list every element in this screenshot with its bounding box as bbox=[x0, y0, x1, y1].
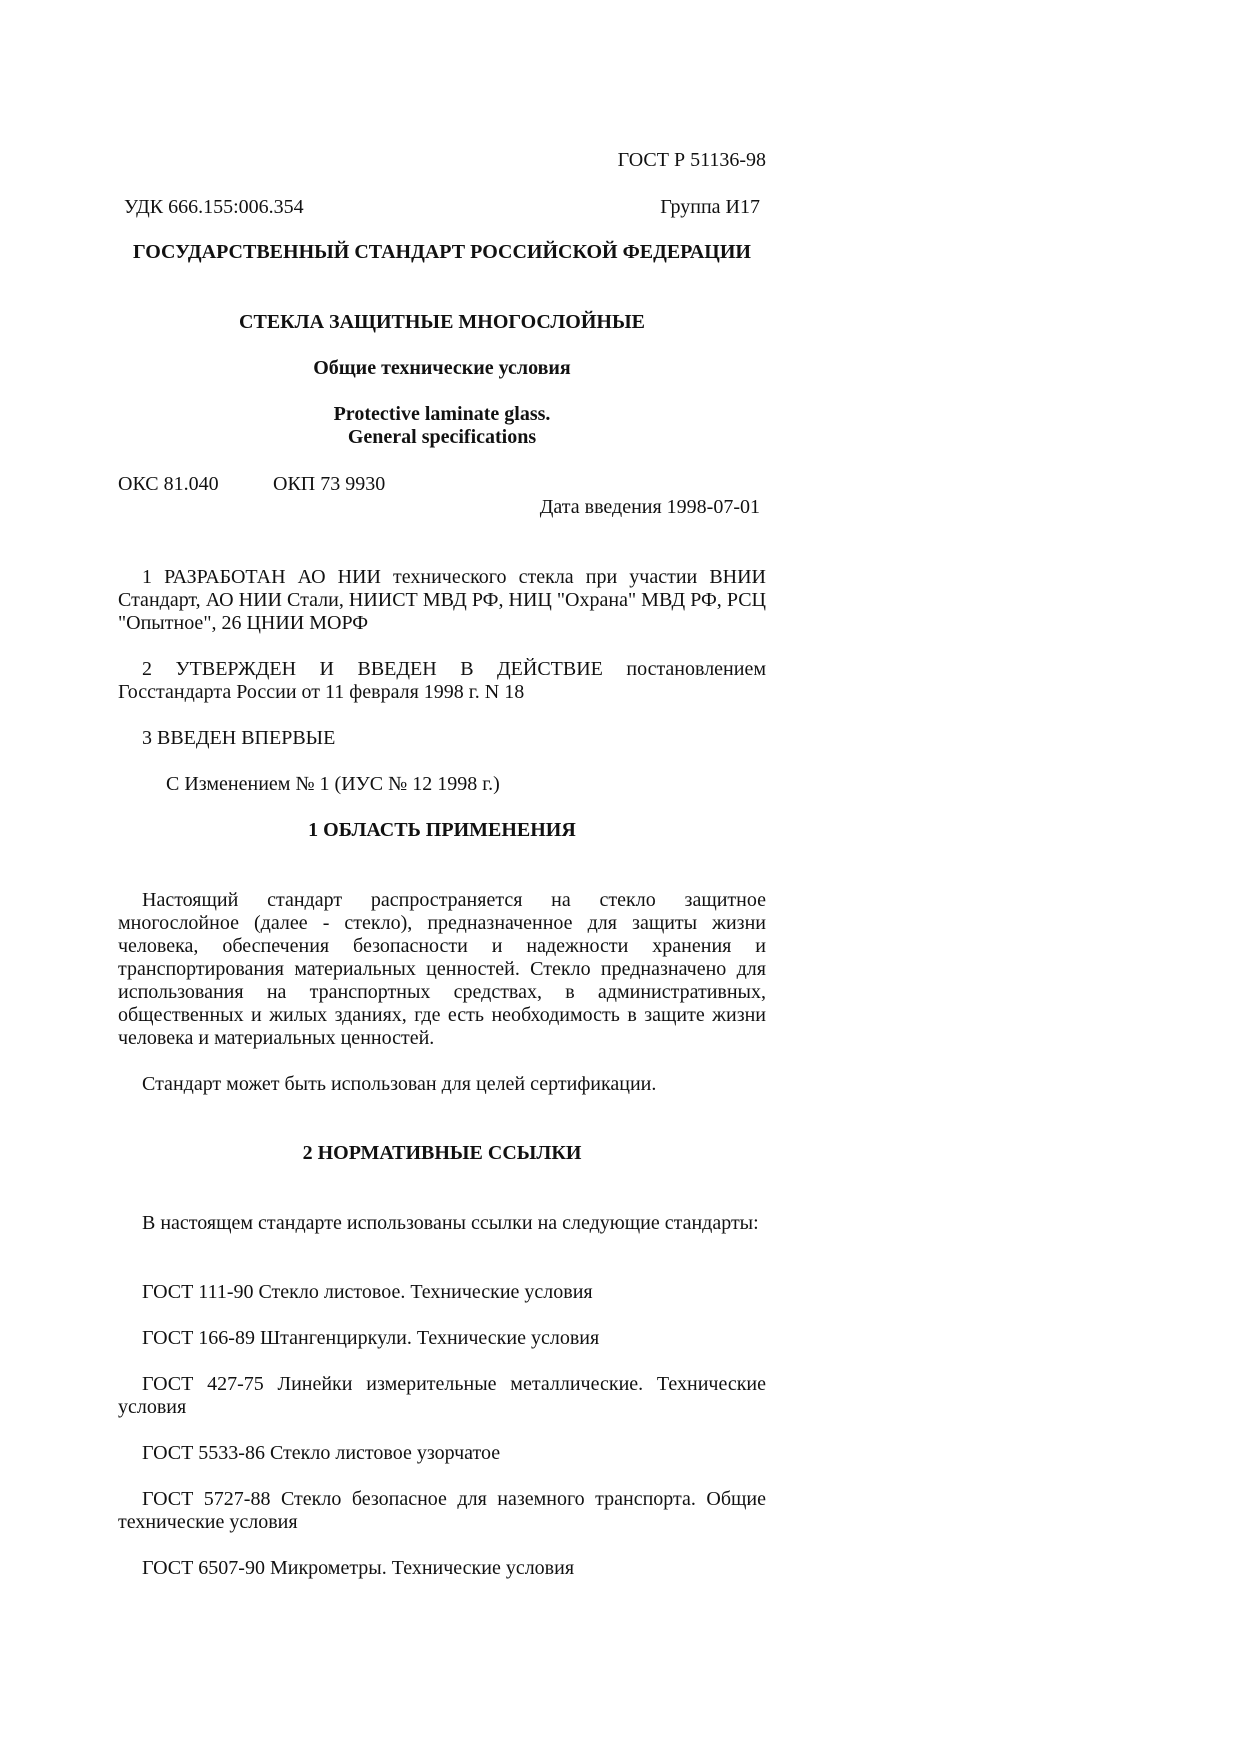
group-code: Группа И17 bbox=[660, 196, 760, 218]
section-1-heading: 1 ОБЛАСТЬ ПРИМЕНЕНИЯ bbox=[308, 819, 576, 841]
english-title-line2: General specifications bbox=[347, 426, 537, 448]
reference-item: ГОСТ 5727-88 Стекло безопасное для наземного транспорта. Общие технические условия bbox=[118, 1488, 766, 1533]
section-2-intro: В настоящем стандарте использованы ссылки на следующие стандарты: bbox=[142, 1212, 759, 1234]
state-standard-title: ГОСУДАРСТВЕННЫЙ СТАНДАРТ РОССИЙСКОЙ ФЕДЕРАЦИИ bbox=[133, 241, 751, 263]
change-note: С Изменением № 1 (ИУС № 12 1998 г.) bbox=[166, 773, 500, 795]
reference-item: ГОСТ 166-89 Штангенциркули. Технические условия bbox=[142, 1327, 600, 1349]
udk-code: УДК 666.155:006.354 bbox=[124, 196, 304, 218]
document-subtitle: Общие технические условия bbox=[313, 357, 571, 379]
preface-paragraph-1: 1 РАЗРАБОТАН АО НИИ технического стекла при участии ВНИИ Стандарт, АО НИИ Стали, НИИСТ МВД РФ, НИЦ "Охрана" МВД РФ, РСЦ "Опытное", 26 ЦНИИ МОРФ bbox=[118, 566, 766, 634]
introduction-date: Дата введения 1998-07-01 bbox=[539, 496, 760, 518]
reference-item: ГОСТ 111-90 Стекло листовое. Технические условия bbox=[142, 1281, 593, 1303]
document-title: СТЕКЛА ЗАЩИТНЫЕ МНОГОСЛОЙНЫЕ bbox=[239, 311, 645, 333]
section-2-heading: 2 НОРМАТИВНЫЕ ССЫЛКИ bbox=[302, 1142, 582, 1164]
oks-code: ОКС 81.040 bbox=[118, 473, 219, 495]
reference-item: ГОСТ 5533-86 Стекло листовое узорчатое bbox=[142, 1442, 501, 1464]
english-title-line1: Protective laminate glass. bbox=[333, 403, 551, 425]
gost-number: ГОСТ Р 51136-98 bbox=[617, 149, 766, 171]
section-1-paragraph-2: Стандарт может быть использован для целей сертификации. bbox=[142, 1073, 657, 1095]
reference-item: ГОСТ 427-75 Линейки измерительные металлические. Технические условия bbox=[118, 1373, 766, 1418]
okp-code: ОКП 73 9930 bbox=[273, 473, 386, 495]
preface-paragraph-2: 2 УТВЕРЖДЕН И ВВЕДЕН В ДЕЙСТВИЕ постановлением Госстандарта России от 11 февраля 1998 г. N 18 bbox=[118, 658, 766, 703]
reference-item: ГОСТ 6507-90 Микрометры. Технические условия bbox=[142, 1557, 575, 1579]
section-1-paragraph-1: Настоящий стандарт распространяется на стекло защитное многослойное (далее - стекло), предназначенное для защиты жизни человека, обеспечения безопасности и надежности хранения и транспортирования материальных ценностей. Стекло предназначено для использования на транспортных средствах, в административных, общественных и жилых зданиях, где есть необходимость в защите жизни человека и материальных ценностей. bbox=[118, 889, 766, 1049]
preface-paragraph-3: 3 ВВЕДЕН ВПЕРВЫЕ bbox=[142, 727, 336, 749]
